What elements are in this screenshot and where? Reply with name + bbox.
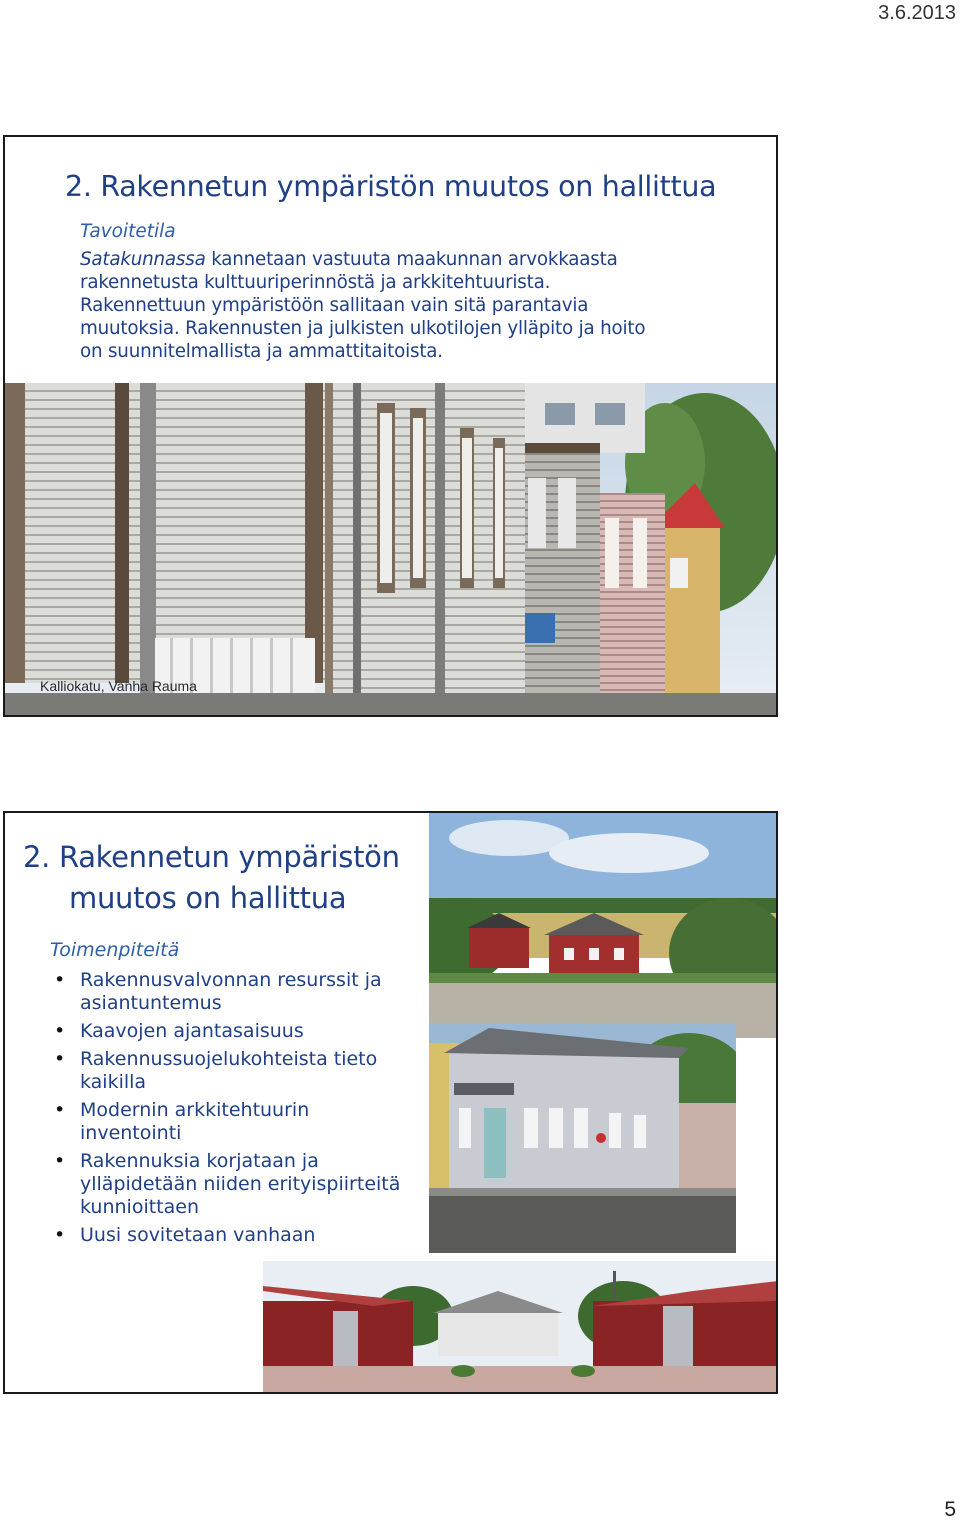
- list-item: [50, 1150, 410, 1219]
- courtyard-photo: [263, 1261, 778, 1392]
- list-item-text: Rakennusvalvonnan resurssit ja asiantuntemus: [80, 969, 382, 1014]
- slide2-title-line2: muutos on hallittua: [69, 881, 347, 915]
- slide1-subtitle: Tavoitetila: [80, 221, 176, 242]
- measures-list: [50, 969, 410, 1252]
- bullet-icon: •: [54, 969, 66, 991]
- slide1-title: 2. Rakennetun ympäristön muutos on hallittua: [65, 170, 717, 203]
- bullet-icon: •: [54, 1048, 66, 1070]
- bullet-icon: •: [54, 1020, 66, 1042]
- bullet-icon: •: [54, 1099, 66, 1121]
- list-item: [50, 969, 410, 1015]
- body-emphasis: Satakunnassa: [80, 249, 206, 270]
- page-number: 5: [944, 1498, 956, 1521]
- list-item-text: Kaavojen ajantasaisuus: [80, 1020, 304, 1042]
- farm-landscape-photo: [429, 813, 778, 1038]
- slide1-body: [80, 248, 740, 363]
- slide2-subtitle: Toimenpiteitä: [50, 939, 180, 961]
- body-line: Rakennettuun ympäristöön sallitaan vain sitä parantavia: [80, 295, 589, 316]
- street-corner-photo: [429, 1023, 736, 1253]
- list-item-text: Modernin arkkitehtuurin inventointi: [80, 1099, 310, 1144]
- list-item-text: Uusi sovitetaan vanhaan: [80, 1224, 316, 1246]
- slide2-title: [23, 837, 443, 919]
- slide-2: [3, 811, 778, 1394]
- list-item: [50, 1099, 410, 1145]
- body-text: kannetaan vastuuta maakunnan arvokkaasta: [205, 249, 618, 270]
- bullet-icon: •: [54, 1224, 66, 1246]
- bullet-icon: •: [54, 1150, 66, 1172]
- body-line: [80, 248, 740, 271]
- body-line: muutoksia. Rakennusten ja julkisten ulkotilojen ylläpito ja hoito: [80, 318, 646, 339]
- list-item-text: Rakennussuojelukohteista tieto kaikilla: [80, 1048, 378, 1093]
- list-item-text: Rakennuksia korjataan ja ylläpidetään niiden erityispiirteitä kunnioittaen: [80, 1150, 401, 1218]
- street-photo: [5, 383, 776, 715]
- list-item: [50, 1048, 410, 1094]
- body-line: on suunnitelmallista ja ammattitaitoista.: [80, 341, 443, 362]
- slide2-title-line1: 2. Rakennetun ympäristön: [23, 840, 400, 874]
- photo-caption: Kalliokatu, Vanha Rauma: [40, 678, 197, 694]
- list-item: [50, 1224, 410, 1247]
- page-date: 3.6.2013: [878, 2, 956, 24]
- list-item: [50, 1020, 410, 1043]
- slide-1: [3, 135, 778, 717]
- body-line: rakennetusta kulttuuriperinnöstä ja arkkitehtuurista.: [80, 272, 551, 293]
